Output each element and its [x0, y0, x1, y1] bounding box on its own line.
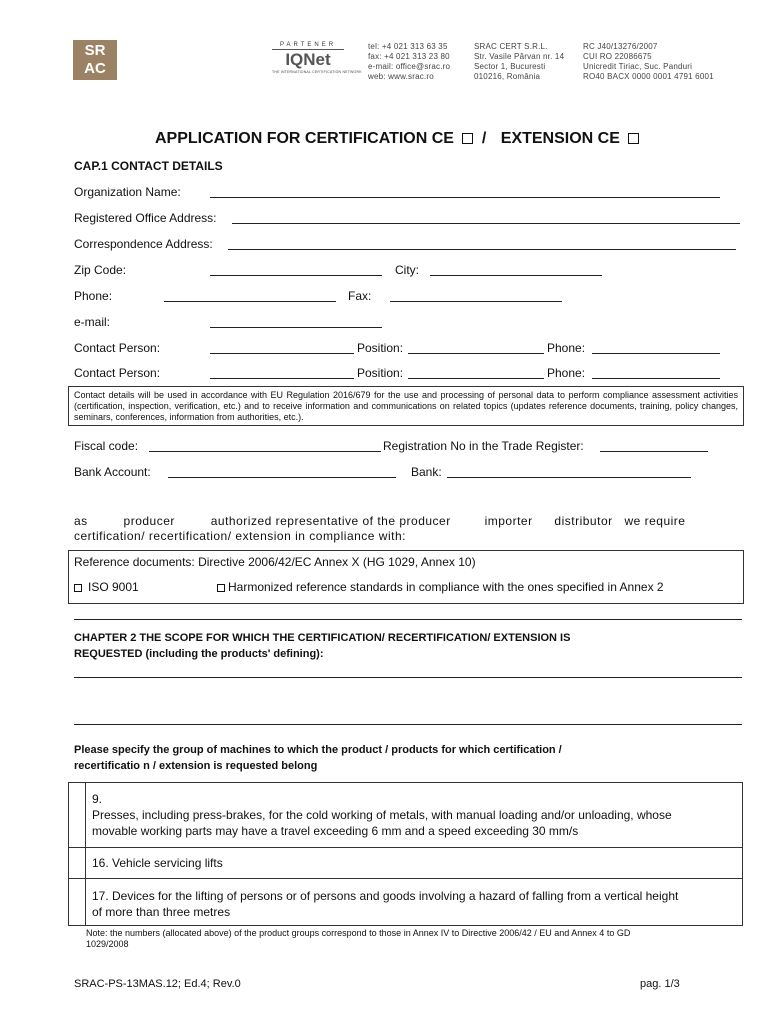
certification-checkbox[interactable] — [462, 133, 473, 144]
zip-label: Zip Code: — [74, 263, 127, 277]
header-address — [474, 42, 564, 82]
header-contact — [368, 42, 450, 82]
group-17-line1: 17. Devices for the lifting of persons or of persons and goods involving a hazard of falling from a vertical height — [92, 889, 679, 903]
contact-phone-label-1: Phone: — [547, 341, 586, 355]
zip-field[interactable] — [210, 275, 382, 276]
group-9-cell — [85, 782, 743, 848]
reg-office-field[interactable] — [232, 223, 740, 224]
footer-doc-code: SRAC-PS-13MAS.12; Ed.4; Rev.0 — [74, 978, 241, 990]
producer-label: producer — [123, 514, 175, 528]
group-17-checkbox-cell[interactable] — [68, 878, 86, 926]
city-field[interactable] — [430, 275, 602, 276]
group-9-text — [92, 791, 672, 839]
scope-field-1[interactable] — [74, 677, 742, 678]
header-iban: RO40 BACX 0000 0001 4791 6001 — [583, 72, 714, 81]
srac-logo: SR AC — [73, 40, 117, 80]
header-web: web: www.srac.ro — [368, 72, 434, 81]
header-company: SRAC CERT S.R.L. — [474, 42, 548, 51]
header-email: e-mail: office@srac.ro — [368, 62, 451, 71]
org-name-field[interactable] — [210, 197, 720, 198]
cap1-heading: CAP.1 CONTACT DETAILS — [74, 159, 223, 173]
contact-person-field-1[interactable] — [210, 353, 354, 354]
position-field-2[interactable] — [408, 378, 544, 379]
header-tel: tel: +4 021 313 63 35 — [368, 42, 448, 51]
groups-prompt-line2: recertificatio n / extension is requested belong — [74, 760, 318, 772]
position-field-1[interactable] — [408, 353, 544, 354]
group-16-checkbox-cell[interactable] — [68, 847, 86, 879]
gdpr-notice-text: Contact details will be used in accordance with EU Regulation 2016/679 for the use and processing of personal data to perform compliance assessment activities (certification, inspection, verification, etc.) and to receive information and communications on related topics (updates reference documents, training, policy changes, seminars, conferences, information from authorities, etc.). — [74, 390, 738, 422]
contact-phone-label-2: Phone: — [547, 366, 586, 380]
title-certification: APPLICATION FOR CERTIFICATION CE — [155, 130, 454, 147]
harmonized-checkbox[interactable] — [217, 584, 225, 592]
contact-person-label-1: Contact Person: — [74, 341, 161, 355]
header-cui: CUI RO 22086675 — [583, 52, 652, 61]
role-as: as — [74, 514, 88, 528]
fax-label: Fax: — [348, 289, 372, 303]
city-label: City: — [395, 263, 419, 277]
footer-page-number: pag. 1/3 — [640, 978, 680, 990]
groups-note-line1: Note: the numbers (allocated above) of the product groups correspond to those in Annex IV to Directive 2006/42 / EU and Annex 4 to GD — [86, 928, 631, 938]
groups-note — [86, 928, 630, 950]
fax-field[interactable] — [390, 301, 562, 302]
we-require-label: we require — [624, 514, 686, 528]
header-postal: 010216, România — [474, 72, 541, 81]
email-field[interactable] — [210, 327, 382, 328]
importer-label: importer — [484, 514, 533, 528]
position-label-2: Position: — [357, 366, 404, 380]
group-17-line2: of more than three metres — [92, 905, 231, 919]
group-9-checkbox-cell[interactable] — [68, 782, 86, 848]
reg-no-label: Registration No in the Trade Register: — [383, 439, 584, 453]
distributor-checkbox[interactable] — [540, 518, 548, 526]
iso-label: ISO 9001 — [88, 580, 139, 594]
distributor-label: distributor — [554, 514, 613, 528]
contact-person-label-2: Contact Person: — [74, 366, 161, 380]
email-label: e-mail: — [74, 315, 111, 329]
bank-account-field[interactable] — [168, 477, 396, 478]
bank-account-label: Bank Account: — [74, 465, 151, 479]
corr-address-field[interactable] — [228, 249, 736, 250]
chapter2-heading-line1: CHAPTER 2 THE SCOPE FOR WHICH THE CERTIFICATION/ RECERTIFICATION/ EXTENSION IS — [74, 632, 571, 644]
header-street: Str. Vasile Pârvan nr. 14 — [474, 52, 565, 61]
group-16-text: 16. Vehicle servicing lifts — [92, 856, 223, 870]
group-9-line2: movable working parts may have a travel exceeding 6 mm and a speed exceeding 30 mm/s — [92, 824, 579, 838]
iso-option — [74, 580, 139, 594]
bank-label: Bank: — [411, 465, 442, 479]
org-name-label: Organization Name: — [74, 185, 181, 199]
contact-phone-field-2[interactable] — [592, 378, 720, 379]
groups-prompt — [74, 742, 562, 774]
fiscal-code-label: Fiscal code: — [74, 439, 139, 453]
corr-address-label: Correspondence Address: — [74, 237, 213, 251]
group-9-line1: Presses, including press-brakes, for the cold working of metals, with manual loading and/or unloading, whose — [92, 808, 672, 822]
groups-prompt-line1: Please specify the group of machines to which the product / products for which certification / — [74, 744, 562, 756]
harmonized-label: Harmonized reference standards in compliance with the ones specified in Annex 2 — [228, 580, 664, 594]
phone-field[interactable] — [164, 301, 336, 302]
reg-office-label: Registered Office Address: — [74, 211, 217, 225]
header-bank-name: Unicredit Tiriac, Suc. Panduri — [583, 62, 693, 71]
group-9-number: 9. — [92, 792, 103, 806]
gdpr-notice-box — [68, 386, 744, 426]
scope-field-2[interactable] — [74, 724, 742, 725]
iso-checkbox[interactable] — [74, 584, 82, 592]
title-separator: / — [481, 130, 487, 147]
groups-note-line2: 1029/2008 — [86, 939, 129, 949]
role-line — [74, 514, 685, 528]
chapter2-heading-line2: REQUESTED (including the products' defining): — [74, 648, 324, 660]
header-sector: Sector 1, Bucuresti — [474, 62, 546, 71]
reference-docs: Reference documents: Directive 2006/42/EC Annex X (HG 1029, Annex 10) — [74, 555, 476, 569]
reg-no-field[interactable] — [600, 451, 708, 452]
producer-checkbox[interactable] — [110, 518, 118, 526]
harmonized-option — [217, 580, 664, 594]
auth-rep-label: authorized representative of the producer — [210, 514, 451, 528]
fiscal-code-field[interactable] — [149, 451, 381, 452]
header-fax: fax: +4 021 313 23 80 — [368, 52, 450, 61]
group-17-text — [92, 888, 678, 920]
iqnet-partner-logo — [272, 42, 362, 80]
extension-checkbox[interactable] — [628, 133, 639, 144]
group-17-cell — [85, 878, 743, 926]
title-extension: EXTENSION CE — [500, 130, 620, 147]
chapter2-heading — [74, 630, 570, 662]
position-label-1: Position: — [357, 341, 404, 355]
page-title — [155, 130, 645, 148]
phone-label: Phone: — [74, 289, 113, 303]
contact-person-field-2[interactable] — [210, 378, 354, 379]
iqnet-subtitle: THE INTERNATIONAL CERTIFICATION NETWORK — [272, 70, 362, 74]
importer-checkbox[interactable] — [471, 518, 479, 526]
reference-box — [68, 550, 744, 604]
partner-label: PARTENER — [272, 42, 344, 50]
auth-rep-checkbox[interactable] — [197, 518, 205, 526]
role-line-2: certification/ recertification/ extension in compliance with: — [74, 529, 406, 543]
bank-field[interactable] — [447, 477, 691, 478]
header-rc: RC J40/13276/2007 — [583, 42, 658, 51]
group-16-cell — [85, 847, 743, 879]
chapter2-top-rule — [74, 619, 742, 620]
contact-phone-field-1[interactable] — [592, 353, 720, 354]
iqnet-label: IQNet — [285, 50, 331, 69]
header-registry — [583, 42, 714, 82]
